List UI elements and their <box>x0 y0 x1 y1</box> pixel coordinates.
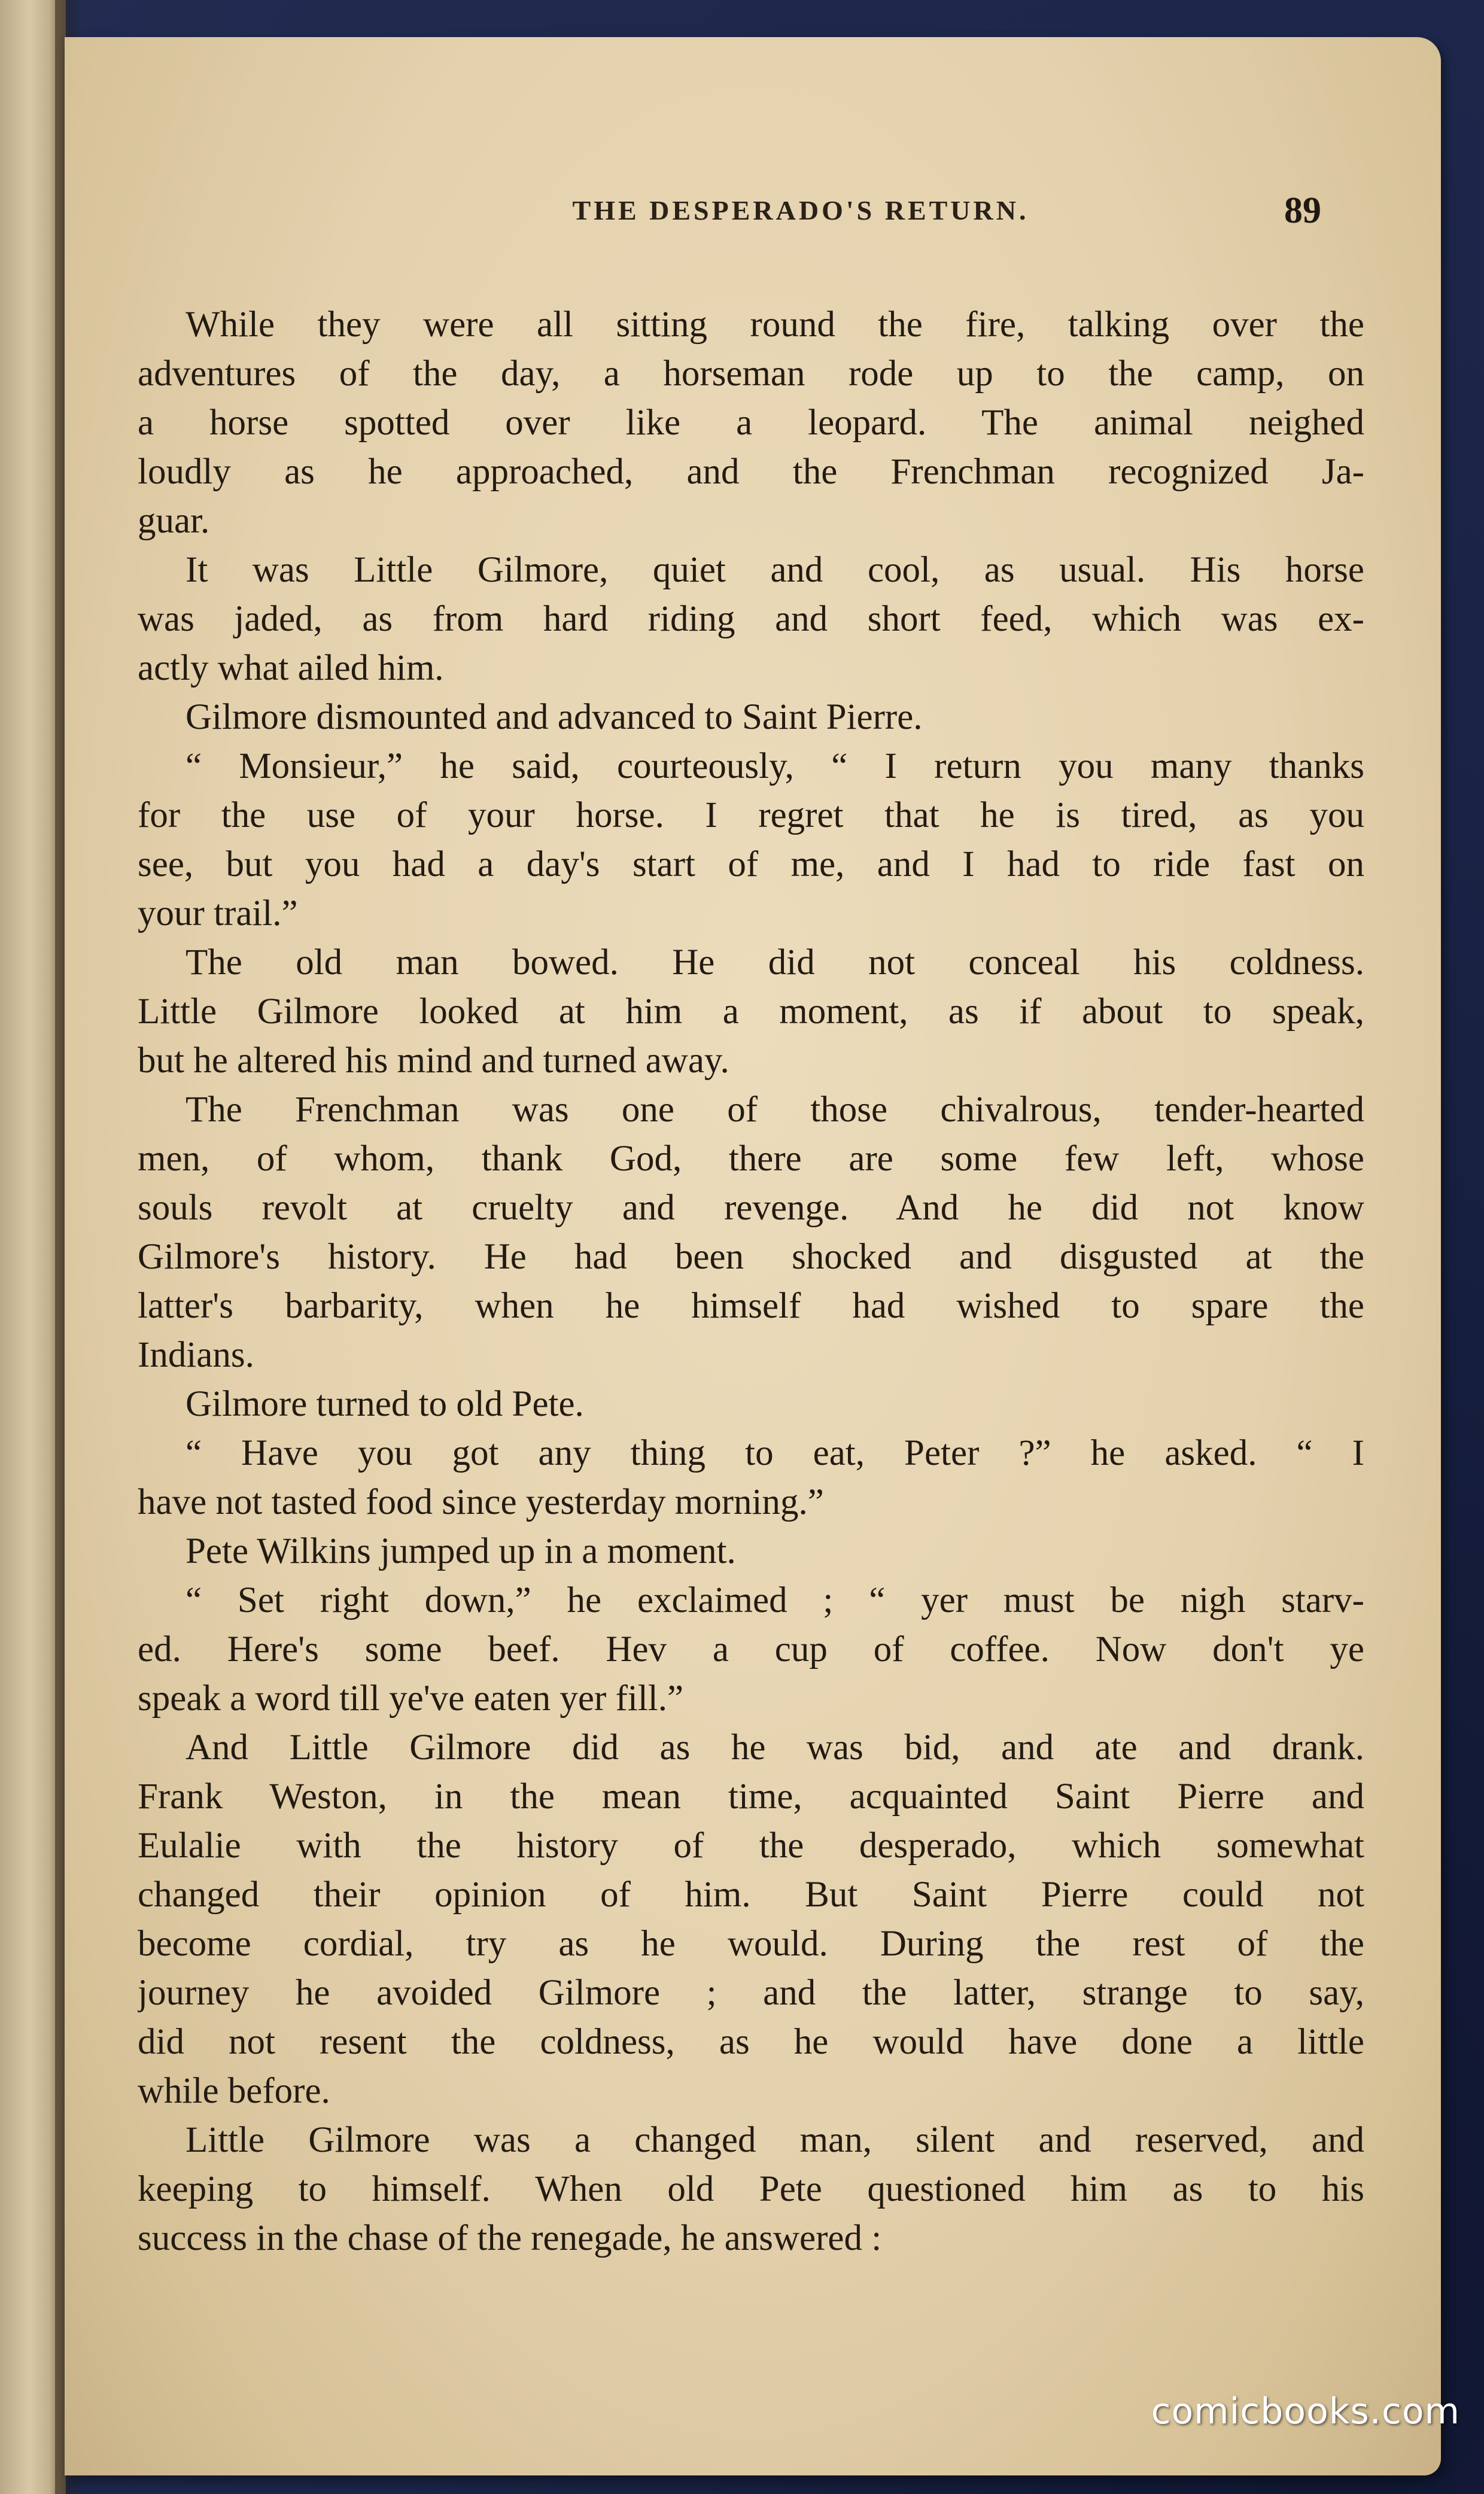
text-line: Frank Weston, in the mean time, acquainted Saint Pierre and <box>138 1777 1364 1817</box>
text-line: Indians. <box>138 1335 254 1375</box>
text-line: Gilmore's history. He had been shocked and disgusted at the <box>138 1237 1364 1277</box>
text-line: changed their opinion of him. But Saint Pierre could not <box>138 1875 1364 1915</box>
text-line: While they were all sitting round the fire, talking over the <box>186 305 1364 345</box>
text-line: was jaded, as from hard riding and short feed, which was ex- <box>138 599 1364 639</box>
text-line: become cordial, try as he would. During the rest of the <box>138 1924 1364 1964</box>
text-line: And Little Gilmore did as he was bid, and ate and drank. <box>186 1727 1364 1768</box>
text-line: souls revolt at cruelty and revenge. And he did not know <box>138 1188 1364 1228</box>
text-line: Gilmore dismounted and advanced to Saint Pierre. <box>186 697 923 737</box>
text-line: “ Set right down,” he exclaimed ; “ yer must be nigh starv- <box>186 1580 1364 1620</box>
text-line: loudly as he approached, and the Frenchman recognized Ja- <box>138 452 1364 492</box>
running-head <box>65 184 1441 238</box>
paragraph <box>138 1085 1364 1380</box>
text-line: adventures of the day, a horseman rode up to the camp, on <box>138 354 1364 394</box>
text-line: Eulalie with the history of the desperado, which somewhat <box>138 1826 1364 1866</box>
text-line: success in the chase of the renegade, he answered : <box>138 2218 882 2258</box>
running-title: THE DESPERADO'S RETURN. <box>572 195 1029 226</box>
text-line: guar. <box>138 501 210 541</box>
text-line: Pete Wilkins jumped up in a moment. <box>186 1531 736 1571</box>
text-line: The Frenchman was one of those chivalrous, tender-hearted <box>186 1090 1364 1130</box>
watermark: comicbooks.com <box>1151 2390 1460 2432</box>
page-number: 89 <box>1284 190 1321 231</box>
text-line: ed. Here's some beef. Hev a cup of coffee. Now don't ye <box>138 1629 1364 1669</box>
text-line: actly what ailed him. <box>138 648 444 688</box>
text-line: journey he avoided Gilmore ; and the latter, strange to say, <box>138 1973 1364 2013</box>
text-line: men, of whom, thank God, there are some few left, whose <box>138 1139 1364 1179</box>
text-line: Little Gilmore was a changed man, silent and reserved, and <box>186 2120 1364 2160</box>
paragraph <box>138 1380 1364 1429</box>
text-line: “ Monsieur,” he said, courteously, “ I return you many thanks <box>186 746 1364 786</box>
text-line: latter's barbarity, when he himself had wished to spare the <box>138 1286 1364 1326</box>
paragraph <box>138 300 1364 546</box>
text-line: for the use of your horse. I regret that he is tired, as you <box>138 795 1364 835</box>
text-line: have not tasted food since yesterday morning.” <box>138 1482 824 1522</box>
paragraph <box>138 1723 1364 2116</box>
paragraph <box>138 2116 1364 2263</box>
paragraph <box>138 546 1364 693</box>
text-line: keeping to himself. When old Pete questioned him as to his <box>138 2169 1364 2209</box>
paragraph <box>138 693 1364 742</box>
book-page <box>65 37 1441 2475</box>
body-text <box>138 300 1364 2263</box>
text-line: see, but you had a day's start of me, and I had to ride fast on <box>138 844 1364 884</box>
text-line: The old man bowed. He did not conceal his coldness. <box>186 942 1364 983</box>
text-line: a horse spotted over like a leopard. The animal neighed <box>138 403 1364 443</box>
paragraph <box>138 742 1364 938</box>
paragraph <box>138 938 1364 1085</box>
text-line: while before. <box>138 2071 330 2111</box>
text-line: Little Gilmore looked at him a moment, as if about to speak, <box>138 991 1364 1032</box>
text-line: but he altered his mind and turned away. <box>138 1041 729 1081</box>
text-line: speak a word till ye've eaten yer fill.” <box>138 1678 684 1719</box>
text-line: your trail.” <box>138 893 298 933</box>
text-line: Gilmore turned to old Pete. <box>186 1384 584 1424</box>
text-line: It was Little Gilmore, quiet and cool, as usual. His horse <box>186 550 1364 590</box>
text-line: “ Have you got any thing to eat, Peter ?” he asked. “ I <box>186 1433 1364 1473</box>
paragraph <box>138 1429 1364 1527</box>
paragraph <box>138 1527 1364 1576</box>
paragraph <box>138 1576 1364 1723</box>
text-line: did not resent the coldness, as he would have done a little <box>138 2022 1364 2062</box>
